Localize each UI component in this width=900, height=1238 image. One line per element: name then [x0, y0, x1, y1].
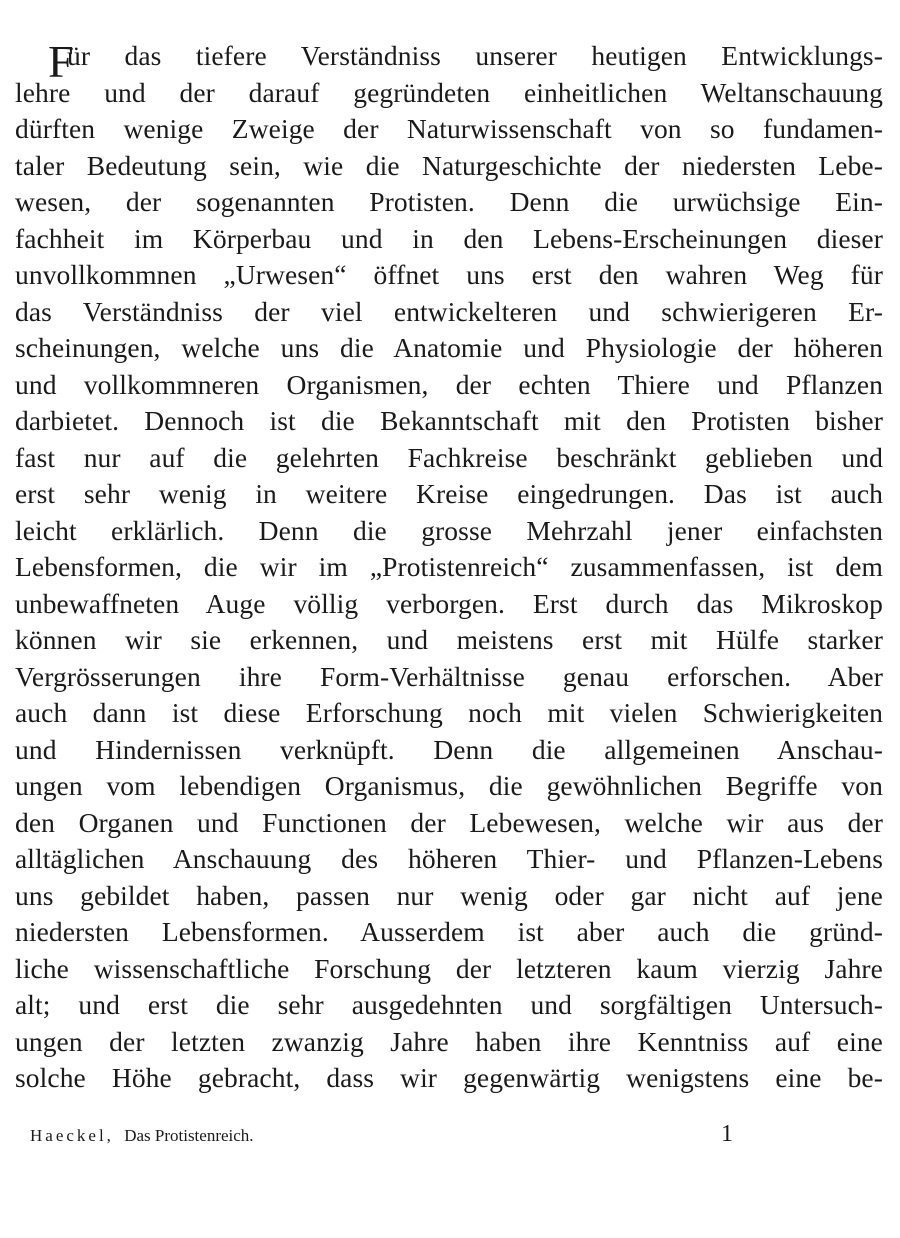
text-line: erst sehr wenig in weitere Kreise eingedrungen. Das ist auch: [15, 478, 883, 509]
text-line: taler Bedeutung sein, wie die Naturgeschichte der niedersten Lebe-: [15, 149, 883, 181]
text-line: Vergrösserungen ihre Form-Verhältnisse genau erforschen. Aber: [15, 660, 883, 692]
page-footer: [30, 1124, 810, 1148]
text-line: alltäglichen Anschauung des höheren Thier- und Pflanzen-Lebens: [15, 843, 883, 874]
text-line: wesen, der sogenannten Protisten. Denn die urwüchsige Ein-: [15, 186, 883, 217]
text-line: fast nur auf die gelehrten Fachkreise beschränkt geblieben und: [15, 441, 883, 473]
text-line: auch dann ist diese Erforschung noch mit vielen Schwierigkeiten: [15, 697, 883, 728]
text-line: niedersten Lebensformen. Ausserdem ist aber auch die gründ-: [15, 916, 883, 947]
text-line: das Verständniss der viel entwickelteren und schwierigeren Er-: [15, 295, 883, 327]
text-line: ür das tiefere Verständniss unserer heutigen Entwicklungs-: [67, 40, 883, 71]
text-line: fachheit im Körperbau und in den Lebens-Erscheinungen dieser: [15, 222, 883, 254]
footer-author: Haeckel,: [30, 1126, 114, 1145]
footer-title: Das Protistenreich.: [124, 1126, 254, 1145]
page-number: 1: [721, 1121, 733, 1147]
text-line: lehre und der darauf gegründeten einheitlichen Weltanschauung: [15, 76, 883, 108]
text-line: unvollkommnen „Urwesen“ öffnet uns erst den wahren Weg für: [15, 259, 883, 290]
body-text: [15, 38, 883, 1097]
text-line: unbewaffneten Auge völlig verborgen. Erst durch das Mikroskop: [15, 587, 883, 619]
text-line: solche Höhe gebracht, dass wir gegenwärtig wenigstens eine be-: [15, 1062, 883, 1093]
text-line: liche wissenschaftliche Forschung der letzteren kaum vierzig Jahre: [15, 952, 883, 984]
text-line: scheinungen, welche uns die Anatomie und Physiologie der höheren: [15, 332, 883, 363]
text-line: dürften wenige Zweige der Naturwissenschaft von so fundamen-: [15, 113, 883, 144]
text-line: den Organen und Functionen der Lebewesen, welche wir aus der: [15, 806, 883, 838]
drop-cap: F: [48, 36, 74, 87]
text-line: können wir sie erkennen, und meistens erst mit Hülfe starker: [15, 624, 883, 655]
text-line: und vollkommneren Organismen, der echten Thiere und Pflanzen: [15, 368, 883, 400]
text-line: uns gebildet haben, passen nur wenig oder gar nicht auf jene: [15, 879, 883, 911]
text-line: ungen der letzten zwanzig Jahre haben ihre Kenntniss auf eine: [15, 1025, 883, 1057]
text-line: alt; und erst die sehr ausgedehnten und sorgfältigen Untersuch-: [15, 989, 883, 1020]
text-line: Lebensformen, die wir im „Protistenreich“ zusammenfassen, ist dem: [15, 551, 883, 582]
text-line: darbietet. Dennoch ist die Bekanntschaft mit den Protisten bisher: [15, 405, 883, 436]
text-line: ungen vom lebendigen Organismus, die gewöhnlichen Begriffe von: [15, 770, 883, 801]
text-line: leicht erklärlich. Denn die grosse Mehrzahl jener einfachsten: [15, 514, 883, 546]
text-line: und Hindernissen verknüpft. Denn die allgemeinen Anschau-: [15, 733, 883, 765]
